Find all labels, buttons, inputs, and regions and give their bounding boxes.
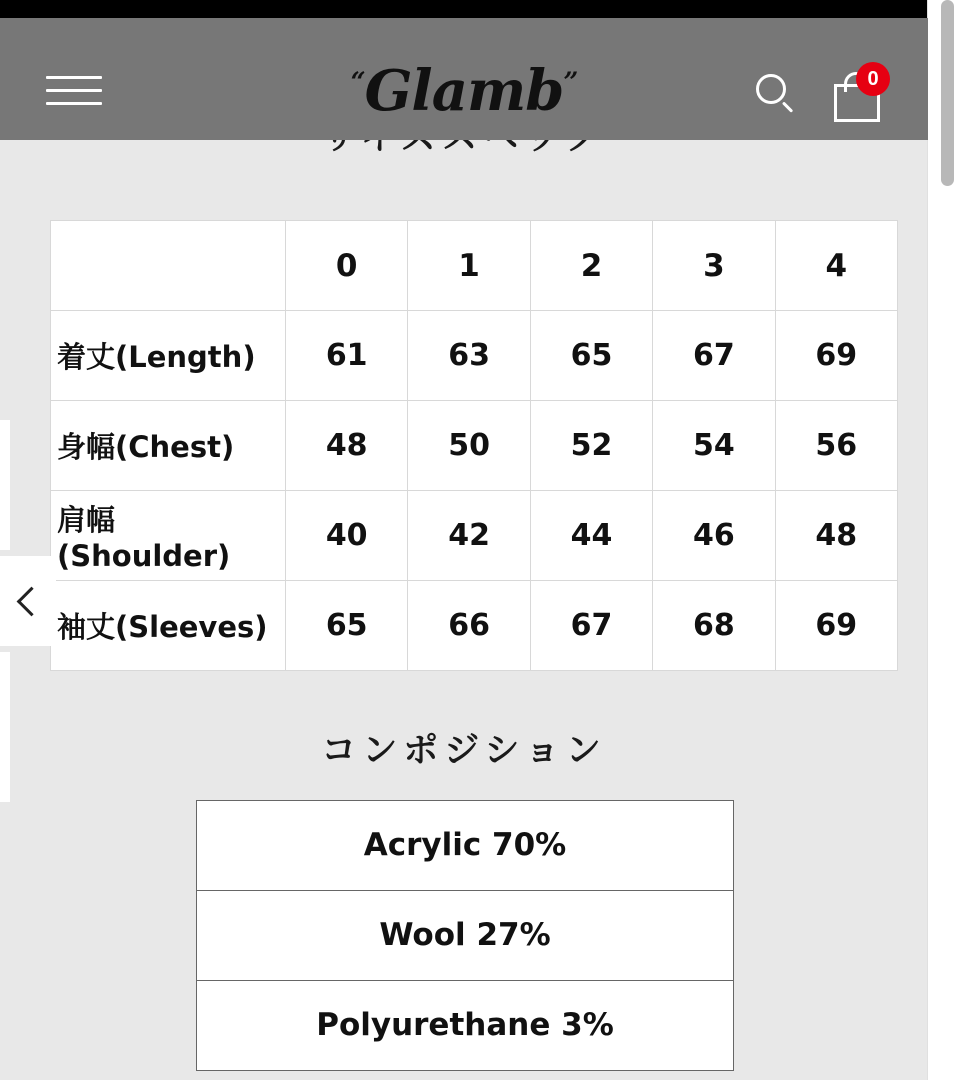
table-cell: 48 (286, 401, 408, 491)
size-spec-table-wrap (50, 220, 898, 671)
table-col-header: 1 (408, 221, 530, 311)
brand-name: Glamb (364, 58, 564, 124)
table-col-header: 3 (653, 221, 775, 311)
table-cell: 54 (653, 401, 775, 491)
table-corner-cell (51, 221, 286, 311)
table-col-header: 2 (530, 221, 652, 311)
search-icon-circle (756, 74, 786, 104)
carousel-adjacent-slide-edge (0, 420, 10, 550)
hamburger-line (46, 102, 102, 105)
table-cell: 56 (775, 401, 897, 491)
table-row-label: 身幅(Chest) (51, 401, 286, 491)
table-cell: 65 (530, 311, 652, 401)
table-cell: 48 (775, 491, 897, 581)
table-row (51, 401, 898, 491)
table-cell: 68 (653, 581, 775, 671)
hamburger-line (46, 89, 102, 92)
composition-row: Polyurethane 3% (316, 1007, 614, 1043)
table-cell: 66 (408, 581, 530, 671)
table-cell: 61 (286, 311, 408, 401)
search-icon-handle (782, 101, 793, 112)
table-cell: 69 (775, 311, 897, 401)
page-scrollbar-thumb[interactable] (941, 0, 954, 186)
page-scrollbar[interactable] (927, 0, 966, 1080)
table-row-label: 袖丈(Sleeves) (51, 581, 286, 671)
table-header-row (51, 221, 898, 311)
table-row (51, 311, 898, 401)
logo-quote-mark-right: ” (563, 67, 578, 98)
table-row-label: 着丈(Length) (51, 311, 286, 401)
carousel-adjacent-slide-edge (0, 652, 10, 802)
table-cell: 44 (530, 491, 652, 581)
table-cell: 46 (653, 491, 775, 581)
table-col-header: 4 (775, 221, 897, 311)
table-cell: 63 (408, 311, 530, 401)
table-row (51, 581, 898, 671)
composition-table (196, 800, 734, 1071)
composition-title: コンポジション (321, 731, 607, 771)
search-icon[interactable] (756, 74, 796, 114)
size-spec-table (50, 220, 898, 671)
table-cell: 67 (530, 581, 652, 671)
table-cell: 42 (408, 491, 530, 581)
cart-button[interactable] (830, 70, 886, 122)
table-row-label: 肩幅(Shoulder) (51, 491, 286, 581)
chevron-left-icon (16, 586, 46, 616)
table-col-header: 0 (286, 221, 408, 311)
table-cell: 67 (653, 311, 775, 401)
cart-count-badge: 0 (856, 62, 890, 96)
table-cell: 40 (286, 491, 408, 581)
logo-quote-mark: “ (350, 67, 365, 98)
table-cell: 65 (286, 581, 408, 671)
table-row (51, 491, 898, 581)
site-header (0, 18, 928, 140)
composition-row: Wool 27% (197, 891, 733, 981)
hamburger-icon[interactable] (46, 76, 102, 106)
carousel-prev-button[interactable] (0, 556, 56, 646)
table-cell: 69 (775, 581, 897, 671)
hamburger-line (46, 76, 102, 79)
table-cell: 52 (530, 401, 652, 491)
table-cell: 50 (408, 401, 530, 491)
composition-row: Acrylic 70% (197, 801, 733, 891)
browser-top-bar (0, 0, 928, 18)
